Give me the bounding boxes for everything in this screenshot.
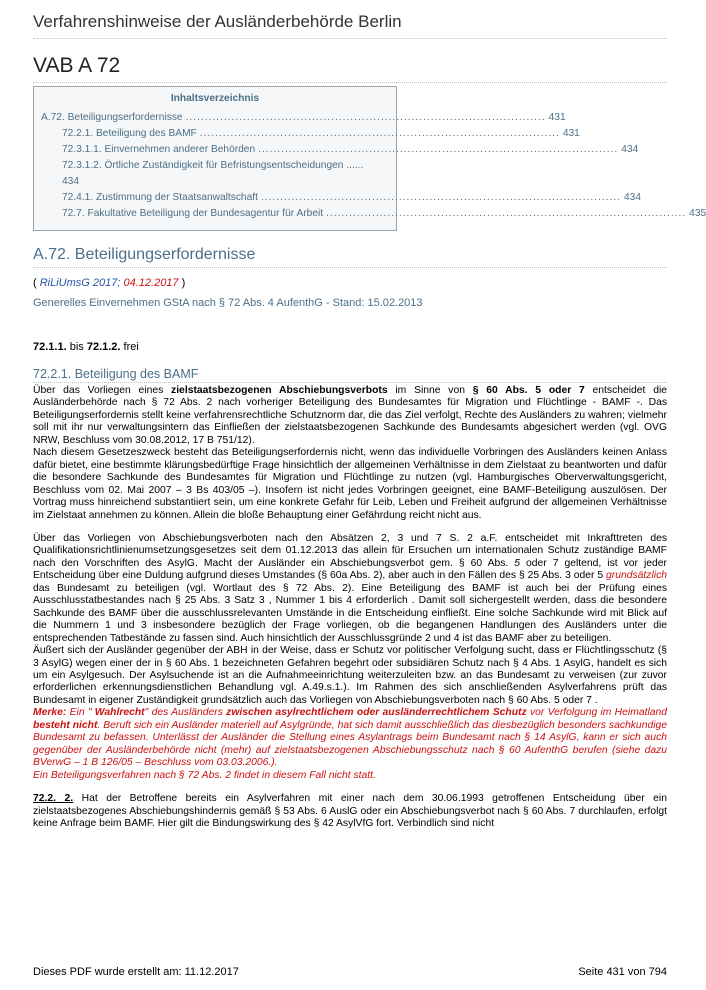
toc-item-page: 434 xyxy=(62,176,79,187)
paragraph xyxy=(33,385,667,447)
toc-item[interactable] xyxy=(41,142,639,158)
toc-item-page: 434 xyxy=(624,192,641,203)
note-paragraph: Ein Beteiligungsverfahren nach § 72 Abs. 2 findet in diesem Fall nicht statt. xyxy=(33,769,376,781)
text: . Beruft sich ein Ausländer materiell auf Asylgründe, hat sich damit ausschließlich das diesbezüglich besonders sachkundige Bundesamt zu befassen. Unterlässt der Ausländer die Stellung eines Asylantrags beim Bundesamt nach § 14 AsylG, kann er sich auch gegenüber der Ausländerbehörde nicht (mehr) auf zielstaatsbezogenen Abschiebungsschutz nach § 60 AufenthG berufen (siehe dazu BVerwG – 1 B 126/05 – Beschluss vom 03.03.2006.). xyxy=(33,719,667,769)
ref-open: ( xyxy=(33,277,40,289)
table-of-contents xyxy=(33,86,706,231)
spacer xyxy=(33,522,667,533)
toc-item-title: A.72. Beteiligungserfordernisse xyxy=(41,112,183,123)
footer-created: Dieses PDF wurde erstellt am: 11.12.2017 xyxy=(33,966,239,978)
text: entscheidet die Ausländerbehörde nach § 72 Abs. 2 nach vorheriger Beteiligung des Bundesamtes für Migration und Flüchtlinge - BAMF -. Das Beteiligungserfordernis stellt keine verfahrensrechtliche Schutznorm dar, die das Ziel verfolgt, Rechte des Ausländers zu wahren; vielmehr soll mit ihr nur verwaltungsintern das Einfließen der zielstaatsbezogenen Sachkunde des Bundesamts abgesichert werden (vgl. OVG NRW, Beschluss vom 30.08.2012, 17 B 751/12). xyxy=(33,385,667,446)
text: Ein " xyxy=(66,707,95,719)
text: Über das Vorliegen eines xyxy=(33,385,172,396)
general-consent-link[interactable]: Generelles Einvernehmen GStA nach § 72 Abs. 4 AufenthG - Stand: 15.02.2013 xyxy=(33,297,423,309)
number-from: 72.1.1. xyxy=(33,341,67,353)
toc-leader: .............................................................................................. xyxy=(199,128,560,139)
text: zielstaatsbezogenen Abschiebungsverbots xyxy=(171,385,388,396)
text: zwischen asylrechtlichem oder ausländerrechtlichem Schutz xyxy=(226,707,527,719)
page-header: Verfahrenshinweise der Ausländerbehörde Berlin xyxy=(33,12,667,39)
text: oder 7 geltend, ist vor jeder Entscheidung über eine Duldung aufgrund dieses Umstandes (§ 60a Abs. 2), aber auch in den Fällen des § 25 Abs. 3 oder 5 xyxy=(33,557,667,582)
paragraph: Nach diesem Gesetzeszweck besteht das Beteiligungserfordernis nicht, wenn das individuelle Vorbringen des Ausländers keinen Anlass dafür bietet, eine bestimmte klärungsbedürftige Frage hinsichtlich der allgemeinen Verhältnisse in dem Zielstaat zu beantworten und dafür die besondere Sachkunde des Bundesamtes für Migration und Flüchtlinge zu nutzen (vgl. Hamburgisches Oberverwaltungsgericht, Beschluss vom 02. Mai 2007 – 3 Bs 403/05 –). Insofern ist nicht jedes Vorbringen geeignet, eine BAMF-Beteiligung auszulösen. Der Vortrag muss hinreichend substantiiert sein, um eine konkrete Gefahr für Leib, Leben und Freiheit aufgrund der allgemeinen Verhältnisse im Zielstaat annehmen zu können. Allein die bloße Behauptung einer Gefährdung reicht nicht aus. xyxy=(33,447,667,521)
text: vor Verfolgung im Heimatland xyxy=(526,707,667,719)
paragraph: Äußert sich der Ausländer gegenüber der ABH in der Weise, dass er Schutz vor politischer Verfolgung sucht, dass er Flüchtlingsschutz (§ 3 AsylG) wegen einer der in § 60 Abs. 1 bezeichneten Gefahren begehrt oder subsidiären Schutz nach § 4 Abs. 1 AsylG, handelt es sich um ein Asylgesuch. Der Asylsuchende ist an die Aufnahmeeinrichtung weiterzuleiten bzw. an das Bundesamt zu verweisen (zur zuvor erforderlichen erkennungsdienstlichen Behandlung vgl. A.49.s.1.). Im Rahmen des sich anschließenden Asylverfahrens prüft das Bundesamt in eigener Zuständigkeit grundsätzlich auch das Vorliegen von Abschiebungsverboten nach § 60 Abs. 5 oder 7 . xyxy=(33,645,667,706)
paragraph-number: 72.2. 2. xyxy=(33,793,74,805)
toc-item-title: 72.4.1. Zustimmung der Staatsanwaltschaft xyxy=(62,192,258,203)
text: § 60 Abs. 5 oder 7 xyxy=(472,385,585,396)
toc-item-title: 72.2.1. Beteiligung des BAMF xyxy=(62,128,197,139)
text: Über das Vorliegen von Abschiebungsverboten nach den Absätzen 2, 3 und 7 S. 2 a.F. entscheidet mit Inkrafttreten des Qualifikationsrichtlinienumsetzungsgesetzes seit dem 01.12.2013 das allein für Ersuchen um internationalen Schutz zuständige BAMF nach den Vorschriften des AsylG. Macht der Ausländer ein Abschiebungsverbot gem. § 60 Abs. xyxy=(33,532,667,569)
toc-leader: .............................................................................................. xyxy=(185,112,546,123)
toc-item-page: 431 xyxy=(562,128,580,139)
toc-heading: Inhaltsverzeichnis xyxy=(170,93,260,104)
note-paragraph xyxy=(33,707,667,769)
toc-item[interactable] xyxy=(41,126,580,142)
toc-item[interactable] xyxy=(41,110,566,126)
spacer xyxy=(33,782,667,793)
toc-leader: .............................................................................................. xyxy=(326,208,687,219)
toc-item-title: 72.3.1.1. Einvernehmen anderer Behörden xyxy=(62,144,256,155)
free-label: frei xyxy=(120,341,139,353)
text: 5 xyxy=(514,557,521,569)
toc-item[interactable] xyxy=(41,190,641,206)
toc-item-page: 431 xyxy=(548,112,566,123)
text: grundsätzlich xyxy=(606,570,667,582)
ref-link[interactable]: RiLiUmsG 2017; xyxy=(39,277,121,289)
text: " des Ausländers xyxy=(144,707,227,719)
text: das Bundesamt zu beteiligen (vgl. Wortlaut des § 72 Abs. 2). Eine Beteiligung des BAMF ist auch bei der Prüfung eines Ausschlusstatbestandes nach § 25 Abs. 3 Satz 3 , Nummer 1 bis 4 erforderlich . Damit soll sichergestellt werden, dass die besondere Sachkunde des BAMF über die ausschlussrelevanten Umstände in die Entscheidung einfließt. Eine solche Sachkunde wird mit Blick auf die Nummern 1 und 3 insbesondere bezüglich der Frage vorliegen, ob die begangenen Handlungen des Ausländers unter die entsprechenden Tatbestände zu fassen sind. Auch hinsichtlich der Ausschlussgründe 2 und 4 ist das BAMF aber zu beteiligen. xyxy=(33,582,667,644)
text: Hat der Betroffene bereits ein Asylverfahren mit einer nach dem 30.06.1993 getroffenen Entscheidung über ein zielstaatsbezogenes Abschiebungshindernis gemäß § 53 Abs. 6 AuslG oder ein Abschiebungsverbot nach § 60 Abs. 7 durchlaufen, erfolgt keine Anfrage beim BAMF. Hier gilt die Bindungswirkung des § 42 AsylVfG fort. Verbindlich sind nicht xyxy=(33,793,667,829)
footer-page-number: Seite 431 von 794 xyxy=(578,966,667,978)
toc-leader: ...... xyxy=(346,160,364,171)
ref-close: ) xyxy=(178,277,186,289)
document-title: VAB A 72 xyxy=(33,54,667,83)
text: Wahlrecht xyxy=(94,707,145,719)
toc-item-title: 72.3.1.2. Örtliche Zuständigkeit für Befristungsentscheidungen xyxy=(62,160,344,171)
body-text xyxy=(33,385,667,830)
text: im Sinne von xyxy=(387,385,473,396)
number-to: 72.1.2. xyxy=(86,341,121,353)
paragraph xyxy=(33,793,667,830)
section-heading: A.72. Beteiligungserfordernisse xyxy=(33,246,667,268)
ref-date: 04.12.2017 xyxy=(120,277,179,289)
toc-item-page: 435 xyxy=(689,208,706,219)
note-label: Merke: xyxy=(33,707,67,719)
free-numbers-note xyxy=(33,341,139,353)
paragraph xyxy=(33,533,667,645)
toc-item-page: 434 xyxy=(621,144,639,155)
toc-item[interactable] xyxy=(41,206,706,222)
subsection-heading: 72.2.1. Beteiligung des BAMF xyxy=(33,367,667,383)
toc-leader: .............................................................................................. xyxy=(260,192,621,203)
toc-item[interactable] xyxy=(41,158,389,190)
section-reference xyxy=(33,277,185,289)
text: besteht nicht xyxy=(33,719,98,731)
connector: bis xyxy=(66,341,87,353)
toc-item-title: 72.7. Fakultative Beteiligung der Bundesagentur für Arbeit xyxy=(62,208,324,219)
toc-leader: .............................................................................................. xyxy=(258,144,619,155)
